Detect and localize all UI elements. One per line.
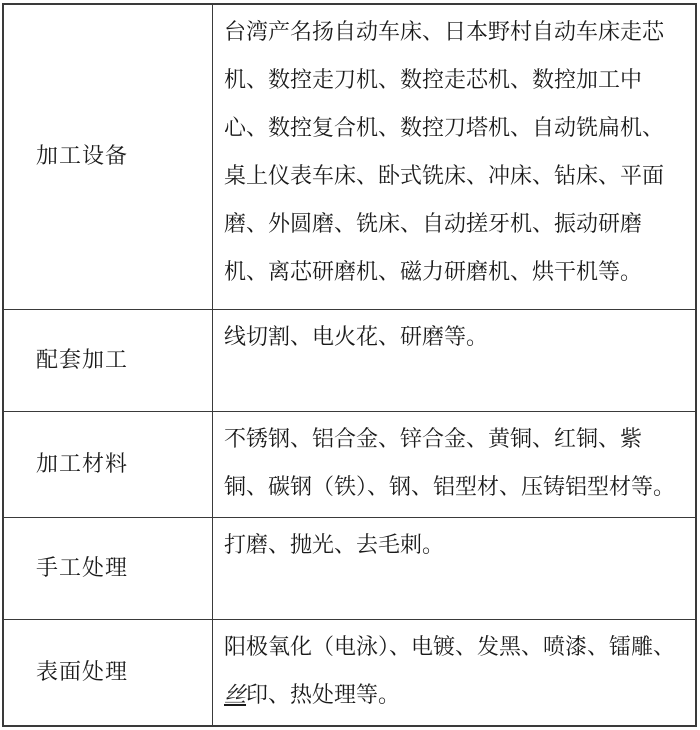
row-content-materials — [213, 411, 697, 517]
content-text: 不锈钢、铝合金、锌合金、黄铜、红铜、紫铜、碳钢（铁）、钢、铝型材、压铸铝型材等。 — [224, 425, 676, 499]
table-row-support-processing — [3, 309, 696, 411]
row-content-equipment — [213, 4, 697, 309]
row-label-materials — [3, 411, 213, 517]
row-label-text: 配套加工 — [36, 346, 129, 372]
content-text: 线切割、电火花、研磨等。 — [224, 323, 489, 349]
table-row-equipment — [3, 4, 696, 309]
content-text: 印、热处理等。 — [246, 681, 401, 707]
row-label-text: 表面处理 — [36, 658, 129, 684]
row-content-support-processing — [213, 309, 697, 411]
row-label-text: 加工设备 — [36, 143, 129, 169]
row-content-surface-treatment — [213, 619, 697, 726]
table-row-materials — [3, 411, 696, 517]
row-content-manual-processing — [213, 517, 697, 619]
content-text: 打磨、抛光、去毛刺。 — [224, 531, 445, 557]
row-label-equipment — [3, 4, 213, 309]
content-text: 台湾产名扬自动车床、日本野村自动车床走芯机、数控走刀机、数控走芯机、数控加工中心、数控复合机、数控刀塔机、自动铣扁机、桌上仪表车床、卧式铣床、冲床、钻床、平面磨、外圆磨、铣床、自动搓牙机、振动研磨机、离芯研磨机、磁力研磨机、烘干机等。 — [224, 19, 665, 284]
table-row-manual-processing — [3, 517, 696, 619]
table-row-surface-treatment — [3, 619, 696, 726]
content-text: 阳极氧化（电泳）、电镀、发黑、喷漆、镭雕、 — [224, 633, 676, 659]
styled-char: 丝 — [224, 681, 247, 707]
row-label-support-processing — [3, 309, 213, 411]
capability-table — [2, 3, 697, 727]
row-label-surface-treatment — [3, 619, 213, 726]
row-label-text: 手工处理 — [36, 554, 129, 580]
row-label-manual-processing — [3, 517, 213, 619]
row-label-text: 加工材料 — [36, 450, 129, 476]
